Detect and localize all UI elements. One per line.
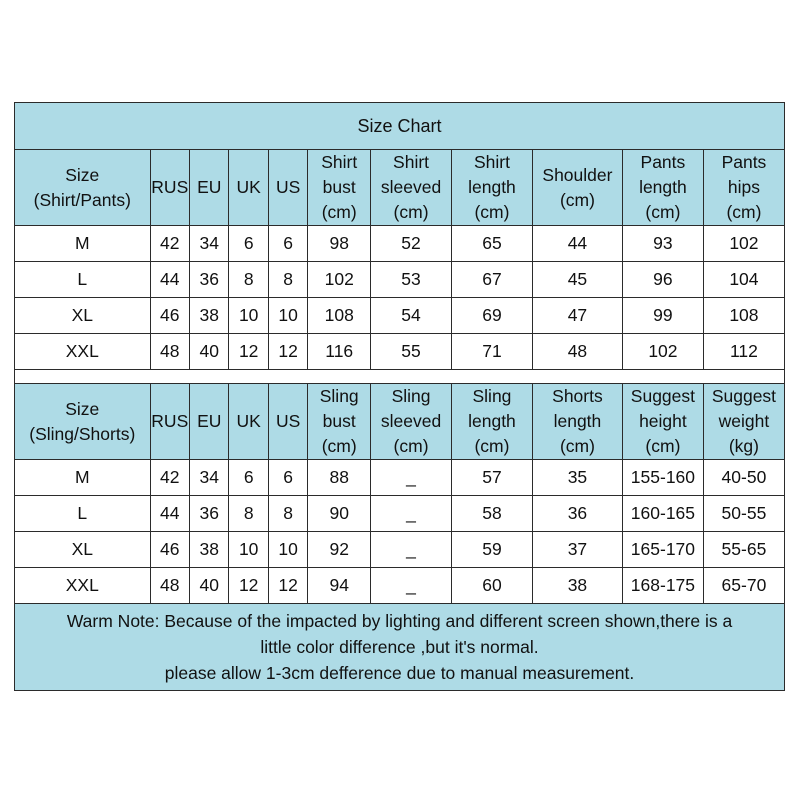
value-cell: 40: [190, 568, 229, 604]
value-cell: 165-170: [622, 532, 703, 568]
shirt-header-cell: [622, 150, 703, 226]
value-cell: 55: [371, 334, 452, 370]
header-text: Suggest: [711, 386, 777, 406]
header-text: (cm): [393, 436, 429, 456]
sling-header-cell: [371, 384, 452, 460]
value-cell: 108: [703, 298, 784, 334]
value-cell: 34: [190, 460, 229, 496]
shirt-table-row: [15, 298, 785, 334]
size-label-cell: M: [15, 460, 151, 496]
sling-header-cell: [703, 384, 784, 460]
value-cell: 12: [229, 334, 268, 370]
header-text: (Shirt/Pants): [33, 189, 131, 210]
value-cell: 36: [190, 496, 229, 532]
value-cell: 38: [532, 568, 622, 604]
value-cell: 50-55: [703, 496, 784, 532]
header-text: Suggest: [630, 386, 696, 406]
sling-header-cell: [622, 384, 703, 460]
sling-header-cell: [190, 384, 229, 460]
value-cell: 38: [190, 532, 229, 568]
value-cell: 10: [268, 298, 307, 334]
value-cell: 65: [452, 226, 533, 262]
value-cell: 92: [308, 532, 371, 568]
value-cell: 98: [308, 226, 371, 262]
header-text: UK: [236, 177, 261, 197]
value-cell: 108: [308, 298, 371, 334]
value-cell: 48: [150, 334, 189, 370]
header-text: (cm): [474, 436, 510, 456]
value-cell: 12: [268, 568, 307, 604]
value-cell: 34: [190, 226, 229, 262]
value-cell: 8: [268, 496, 307, 532]
header-text: (cm): [393, 202, 429, 222]
size-label-cell: XL: [15, 532, 151, 568]
value-cell: 36: [532, 496, 622, 532]
header-text: length: [639, 177, 687, 197]
sling-table-row: [15, 496, 785, 532]
size-label-cell: L: [15, 496, 151, 532]
value-cell: 48: [150, 568, 189, 604]
shirt-header-cell: [15, 150, 151, 226]
value-cell: 99: [622, 298, 703, 334]
value-cell: 102: [622, 334, 703, 370]
value-cell: _: [371, 496, 452, 532]
note-line: little color difference ,but it's normal.: [260, 637, 539, 657]
value-cell: 93: [622, 226, 703, 262]
sling-header-cell: [268, 384, 307, 460]
shirt-table-row: [15, 334, 785, 370]
header-text: weight: [718, 411, 770, 431]
size-chart-table: [14, 102, 785, 691]
value-cell: 54: [371, 298, 452, 334]
size-label-cell: M: [15, 226, 151, 262]
value-cell: 71: [452, 334, 533, 370]
value-cell: 38: [190, 298, 229, 334]
value-cell: 10: [268, 532, 307, 568]
size-label-cell: XL: [15, 298, 151, 334]
header-text: Pants: [640, 152, 686, 172]
shirt-header-cell: [150, 150, 189, 226]
header-text: bust: [322, 411, 356, 431]
note-line: Warm Note: Because of the impacted by lighting and different screen shown,there is a: [66, 611, 733, 631]
value-cell: 37: [532, 532, 622, 568]
header-text: Sling: [319, 386, 359, 406]
shirt-header-cell: [452, 150, 533, 226]
sling-header-cell: [532, 384, 622, 460]
header-text: hips: [727, 177, 760, 197]
value-cell: 155-160: [622, 460, 703, 496]
value-cell: 40-50: [703, 460, 784, 496]
value-cell: 12: [268, 334, 307, 370]
sling-header-cell: [150, 384, 189, 460]
sling-header-cell: [452, 384, 533, 460]
value-cell: 6: [268, 226, 307, 262]
header-text: (cm): [645, 436, 681, 456]
shirt-table-row: [15, 226, 785, 262]
value-cell: 6: [229, 460, 268, 496]
value-cell: 8: [229, 496, 268, 532]
value-cell: 90: [308, 496, 371, 532]
header-text: sleeved: [380, 177, 442, 197]
chart-title: Size Chart: [15, 103, 785, 150]
header-text: US: [275, 177, 301, 197]
shirt-header-cell: [532, 150, 622, 226]
value-cell: 42: [150, 226, 189, 262]
shirt-header-cell: [268, 150, 307, 226]
value-cell: _: [371, 568, 452, 604]
value-cell: 94: [308, 568, 371, 604]
shirt-header-cell: [371, 150, 452, 226]
value-cell: 55-65: [703, 532, 784, 568]
value-cell: 112: [703, 334, 784, 370]
value-cell: 47: [532, 298, 622, 334]
value-cell: 58: [452, 496, 533, 532]
shirt-header-row: [15, 150, 785, 226]
value-cell: 12: [229, 568, 268, 604]
value-cell: 6: [229, 226, 268, 262]
value-cell: 116: [308, 334, 371, 370]
value-cell: 46: [150, 298, 189, 334]
shirt-header-cell: [229, 150, 268, 226]
value-cell: 59: [452, 532, 533, 568]
header-text: UK: [236, 411, 261, 431]
value-cell: 102: [308, 262, 371, 298]
value-cell: 65-70: [703, 568, 784, 604]
value-cell: 48: [532, 334, 622, 370]
header-text: Shirt: [473, 152, 510, 172]
value-cell: 69: [452, 298, 533, 334]
value-cell: 53: [371, 262, 452, 298]
value-cell: 102: [703, 226, 784, 262]
value-cell: 8: [229, 262, 268, 298]
header-text: US: [275, 411, 301, 431]
size-label-cell: L: [15, 262, 151, 298]
value-cell: 160-165: [622, 496, 703, 532]
note-row: [15, 604, 785, 691]
warm-note: [15, 604, 785, 691]
header-text: Size: [65, 164, 100, 185]
value-cell: _: [371, 532, 452, 568]
header-text: Shirt: [321, 152, 358, 172]
header-text: (cm): [559, 436, 595, 456]
header-text: Pants: [721, 152, 767, 172]
header-text: RUS: [151, 177, 189, 197]
value-cell: 36: [190, 262, 229, 298]
value-cell: 67: [452, 262, 533, 298]
value-cell: 10: [229, 532, 268, 568]
header-text: Shorts: [552, 386, 603, 406]
header-text: height: [639, 411, 687, 431]
value-cell: 88: [308, 460, 371, 496]
value-cell: 60: [452, 568, 533, 604]
sling-table-row: [15, 460, 785, 496]
sling-header-cell: [229, 384, 268, 460]
header-text: (cm): [559, 189, 595, 210]
header-text: EU: [197, 177, 222, 197]
header-text: length: [553, 411, 602, 431]
header-text: Sling: [472, 386, 512, 406]
value-cell: 168-175: [622, 568, 703, 604]
value-cell: 44: [150, 262, 189, 298]
shirt-header-cell: [308, 150, 371, 226]
sling-table-row: [15, 532, 785, 568]
shirt-header-cell: [190, 150, 229, 226]
value-cell: 45: [532, 262, 622, 298]
value-cell: _: [371, 460, 452, 496]
value-cell: 57: [452, 460, 533, 496]
header-text: Shirt: [393, 152, 430, 172]
value-cell: 44: [532, 226, 622, 262]
note-line: please allow 1-3cm defference due to manual measurement.: [164, 663, 635, 683]
value-cell: 40: [190, 334, 229, 370]
value-cell: 42: [150, 460, 189, 496]
value-cell: 104: [703, 262, 784, 298]
header-text: sleeved: [380, 411, 442, 431]
header-text: length: [468, 177, 516, 197]
size-label-cell: XXL: [15, 334, 151, 370]
header-text: (cm): [321, 202, 357, 222]
sling-header-cell: [15, 384, 151, 460]
sling-header-cell: [308, 384, 371, 460]
sling-header-row: [15, 384, 785, 460]
header-text: RUS: [151, 411, 189, 431]
value-cell: 96: [622, 262, 703, 298]
header-text: (Sling/Shorts): [29, 423, 136, 444]
value-cell: 46: [150, 532, 189, 568]
shirt-table-row: [15, 262, 785, 298]
header-text: EU: [197, 411, 222, 431]
header-text: Sling: [391, 386, 431, 406]
header-text: (cm): [726, 202, 762, 222]
header-text: Size: [65, 398, 100, 419]
value-cell: 52: [371, 226, 452, 262]
value-cell: 8: [268, 262, 307, 298]
spacer-cell: [15, 370, 785, 384]
header-text: bust: [322, 177, 356, 197]
header-text: (cm): [474, 202, 510, 222]
header-text: (cm): [321, 436, 357, 456]
value-cell: 35: [532, 460, 622, 496]
size-label-cell: XXL: [15, 568, 151, 604]
value-cell: 10: [229, 298, 268, 334]
header-text: Shoulder: [542, 164, 613, 185]
value-cell: 6: [268, 460, 307, 496]
section-spacer: [15, 370, 785, 384]
header-text: (kg): [728, 436, 759, 456]
header-text: length: [468, 411, 516, 431]
value-cell: 44: [150, 496, 189, 532]
header-text: (cm): [645, 202, 681, 222]
sling-table-row: [15, 568, 785, 604]
shirt-header-cell: [703, 150, 784, 226]
